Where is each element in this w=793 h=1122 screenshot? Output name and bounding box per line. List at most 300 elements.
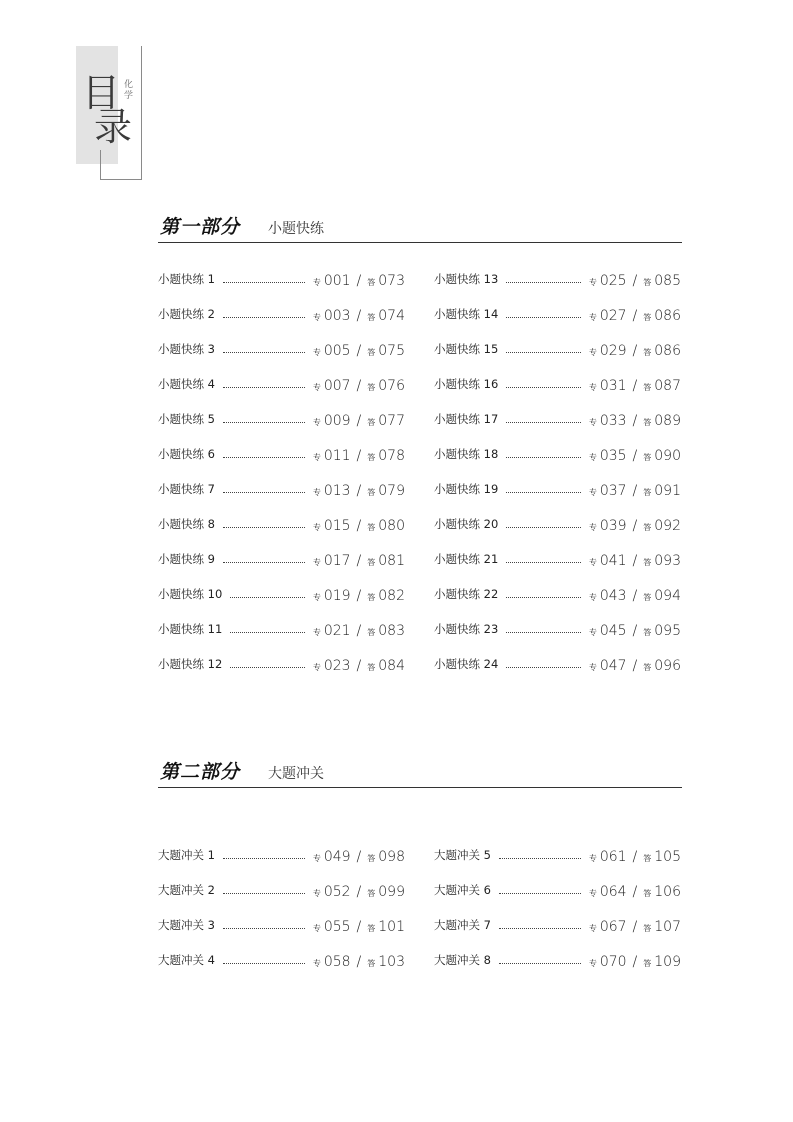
toc-entry-label: 小题快练 2 — [158, 307, 215, 321]
part1-subtitle: 小题快练 — [268, 221, 324, 237]
problem-prefix: 专 — [588, 523, 597, 532]
problem-prefix: 专 — [312, 854, 321, 863]
toc-page-numbers — [589, 658, 681, 674]
toc-leader-dots — [223, 352, 305, 353]
toc-page-numbers — [589, 308, 681, 324]
problem-prefix: 专 — [312, 889, 321, 898]
toc-entry[interactable] — [158, 304, 405, 324]
toc-entry-label: 小题快练 6 — [158, 447, 215, 461]
answer-page: 074 — [378, 308, 405, 324]
toc-page-numbers — [313, 658, 405, 674]
toc-page-numbers — [589, 343, 681, 359]
toc-entry[interactable] — [158, 880, 405, 900]
header-rule-vertical — [141, 46, 142, 180]
answer-prefix: 答 — [643, 628, 652, 637]
problem-prefix: 专 — [312, 383, 321, 392]
toc-entry[interactable] — [158, 619, 405, 639]
part1-title: 第一部分 — [160, 216, 241, 238]
problem-prefix: 专 — [588, 418, 597, 427]
toc-entry[interactable] — [434, 619, 681, 639]
problem-prefix: 专 — [312, 453, 321, 462]
toc-entry[interactable] — [434, 584, 681, 604]
problem-prefix: 专 — [312, 593, 321, 602]
toc-entry-label: 小题快练 20 — [434, 517, 499, 531]
toc-leader-dots — [223, 893, 305, 894]
toc-leader-dots — [506, 527, 581, 528]
toc-title-char-2: 录 — [94, 105, 133, 149]
page-separator: / — [356, 343, 362, 359]
toc-leader-dots — [506, 632, 581, 633]
answer-page: 090 — [654, 448, 681, 464]
page-separator: / — [356, 553, 362, 569]
toc-entry[interactable] — [158, 444, 405, 464]
answer-prefix: 答 — [367, 348, 376, 357]
problem-prefix: 专 — [312, 348, 321, 357]
answer-prefix: 答 — [643, 488, 652, 497]
toc-leader-dots — [506, 352, 581, 353]
answer-prefix: 答 — [367, 558, 376, 567]
problem-page: 019 — [323, 588, 351, 604]
problem-page: 021 — [323, 623, 351, 639]
problem-page: 052 — [323, 884, 351, 900]
page-separator: / — [632, 658, 638, 674]
toc-entry-label: 小题快练 22 — [434, 587, 499, 601]
page-separator: / — [356, 308, 362, 324]
problem-page: 031 — [599, 378, 627, 394]
toc-entry-label: 小题快练 7 — [158, 482, 215, 496]
toc-leader-dots — [499, 928, 581, 929]
problem-prefix: 专 — [588, 348, 597, 357]
answer-prefix: 答 — [367, 418, 376, 427]
problem-page: 033 — [599, 413, 627, 429]
problem-prefix: 专 — [588, 628, 597, 637]
toc-leader-dots — [223, 457, 305, 458]
toc-entry-label: 小题快练 12 — [158, 657, 223, 671]
problem-prefix: 专 — [588, 889, 597, 898]
answer-prefix: 答 — [643, 854, 652, 863]
answer-prefix: 答 — [643, 383, 652, 392]
header-rule-horizontal — [100, 179, 142, 180]
toc-page-numbers — [589, 448, 681, 464]
toc-leader-dots — [506, 597, 581, 598]
toc-entry-label: 小题快练 16 — [434, 377, 499, 391]
answer-prefix: 答 — [643, 523, 652, 532]
answer-page: 091 — [654, 483, 681, 499]
toc-leader-dots — [506, 457, 581, 458]
toc-entry-label: 大题冲关 5 — [434, 848, 491, 862]
toc-leader-dots — [223, 492, 305, 493]
toc-entry[interactable] — [158, 845, 405, 865]
toc-entry[interactable] — [434, 654, 681, 674]
header-rule-vertical-short — [100, 150, 101, 180]
answer-prefix: 答 — [367, 854, 376, 863]
answer-page: 106 — [654, 884, 681, 900]
toc-page-numbers — [589, 378, 681, 394]
toc-page-numbers — [313, 483, 405, 499]
answer-prefix: 答 — [367, 593, 376, 602]
toc-title-char-1: 目 — [82, 71, 121, 115]
problem-page: 013 — [323, 483, 351, 499]
answer-prefix: 答 — [643, 313, 652, 322]
toc-leader-dots — [223, 282, 305, 283]
toc-page-numbers — [313, 448, 405, 464]
toc-entry-label: 小题快练 24 — [434, 657, 499, 671]
toc-entry[interactable] — [434, 374, 681, 394]
answer-page: 080 — [378, 518, 405, 534]
toc-entry-label: 小题快练 17 — [434, 412, 499, 426]
problem-page: 001 — [323, 273, 351, 289]
page-separator: / — [632, 919, 638, 935]
problem-page: 003 — [323, 308, 351, 324]
problem-prefix: 专 — [588, 854, 597, 863]
toc-entry-label: 大题冲关 2 — [158, 883, 215, 897]
toc-entry[interactable] — [434, 269, 681, 289]
answer-prefix: 答 — [643, 593, 652, 602]
problem-page: 067 — [599, 919, 627, 935]
problem-page: 047 — [599, 658, 627, 674]
toc-leader-dots — [223, 422, 305, 423]
problem-prefix: 专 — [312, 558, 321, 567]
page-separator: / — [632, 588, 638, 604]
problem-page: 023 — [323, 658, 351, 674]
toc-entry-label: 大题冲关 8 — [434, 953, 491, 967]
page-separator: / — [632, 483, 638, 499]
page-separator: / — [356, 448, 362, 464]
page-separator: / — [632, 448, 638, 464]
problem-page: 035 — [599, 448, 627, 464]
toc-leader-dots — [223, 317, 305, 318]
problem-prefix: 专 — [588, 924, 597, 933]
problem-page: 005 — [323, 343, 351, 359]
toc-page-numbers — [589, 884, 681, 900]
toc-page-numbers — [589, 588, 681, 604]
toc-page-numbers — [313, 343, 405, 359]
problem-page: 041 — [599, 553, 627, 569]
answer-page: 089 — [654, 413, 681, 429]
answer-prefix: 答 — [367, 663, 376, 672]
toc-entry-label: 大题冲关 3 — [158, 918, 215, 932]
toc-page-numbers — [313, 378, 405, 394]
page-separator: / — [356, 273, 362, 289]
answer-page: 096 — [654, 658, 681, 674]
problem-page: 027 — [599, 308, 627, 324]
toc-entry[interactable] — [434, 845, 681, 865]
answer-prefix: 答 — [367, 278, 376, 287]
toc-entry[interactable] — [158, 654, 405, 674]
page-separator: / — [632, 884, 638, 900]
toc-entry-label: 小题快练 9 — [158, 552, 215, 566]
toc-entry[interactable] — [158, 915, 405, 935]
toc-entry-label: 小题快练 19 — [434, 482, 499, 496]
answer-page: 086 — [654, 343, 681, 359]
answer-prefix: 答 — [367, 924, 376, 933]
toc-page-numbers — [313, 273, 405, 289]
toc-entry[interactable] — [158, 409, 405, 429]
page-separator: / — [356, 483, 362, 499]
toc-page-numbers — [313, 518, 405, 534]
answer-page: 077 — [378, 413, 405, 429]
answer-page: 085 — [654, 273, 681, 289]
toc-entry-label: 小题快练 8 — [158, 517, 215, 531]
page-separator: / — [356, 919, 362, 935]
answer-prefix: 答 — [367, 959, 376, 968]
problem-prefix: 专 — [588, 313, 597, 322]
toc-leader-dots — [223, 858, 305, 859]
toc-leader-dots — [499, 893, 581, 894]
answer-page: 079 — [378, 483, 405, 499]
problem-page: 007 — [323, 378, 351, 394]
toc-entry-label: 小题快练 1 — [158, 272, 215, 286]
problem-page: 017 — [323, 553, 351, 569]
toc-entry[interactable] — [158, 269, 405, 289]
toc-entry-label: 小题快练 11 — [158, 622, 223, 636]
part2-subtitle: 大题冲关 — [268, 766, 324, 782]
answer-page: 095 — [654, 623, 681, 639]
answer-page: 101 — [378, 919, 405, 935]
problem-page: 049 — [323, 849, 351, 865]
toc-entry-label: 大题冲关 4 — [158, 953, 215, 967]
toc-entry-label: 大题冲关 6 — [434, 883, 491, 897]
toc-entry-label: 小题快练 3 — [158, 342, 215, 356]
problem-prefix: 专 — [588, 959, 597, 968]
page-separator: / — [632, 378, 638, 394]
toc-page-numbers — [589, 623, 681, 639]
page-separator: / — [356, 954, 362, 970]
toc-page-numbers — [589, 553, 681, 569]
page-separator: / — [632, 413, 638, 429]
toc-entry-label: 小题快练 13 — [434, 272, 499, 286]
toc-page-numbers — [589, 954, 681, 970]
answer-prefix: 答 — [643, 558, 652, 567]
answer-page: 081 — [378, 553, 405, 569]
toc-leader-dots — [506, 422, 581, 423]
toc-leader-dots — [506, 492, 581, 493]
answer-page: 082 — [378, 588, 405, 604]
problem-prefix: 专 — [588, 488, 597, 497]
answer-page: 075 — [378, 343, 405, 359]
problem-prefix: 专 — [588, 593, 597, 602]
toc-entry-label: 小题快练 18 — [434, 447, 499, 461]
toc-entry[interactable] — [158, 374, 405, 394]
problem-prefix: 专 — [588, 453, 597, 462]
toc-page-numbers — [589, 413, 681, 429]
part1-header — [158, 216, 682, 243]
answer-page: 073 — [378, 273, 405, 289]
toc-leader-dots — [223, 928, 305, 929]
problem-page: 070 — [599, 954, 627, 970]
page-separator: / — [356, 623, 362, 639]
problem-prefix: 专 — [588, 383, 597, 392]
toc-entry[interactable] — [158, 339, 405, 359]
problem-prefix: 专 — [312, 628, 321, 637]
toc-leader-dots — [506, 562, 581, 563]
problem-page: 045 — [599, 623, 627, 639]
answer-prefix: 答 — [643, 418, 652, 427]
problem-prefix: 专 — [588, 558, 597, 567]
problem-page: 029 — [599, 343, 627, 359]
toc-page-numbers — [313, 413, 405, 429]
page-separator: / — [356, 849, 362, 865]
toc-leader-dots — [230, 632, 305, 633]
answer-prefix: 答 — [367, 383, 376, 392]
answer-page: 107 — [654, 919, 681, 935]
toc-page-numbers — [313, 308, 405, 324]
toc-entry-label: 小题快练 4 — [158, 377, 215, 391]
answer-prefix: 答 — [367, 488, 376, 497]
answer-page: 076 — [378, 378, 405, 394]
toc-page-numbers — [313, 884, 405, 900]
toc-page-numbers — [589, 919, 681, 935]
page-separator: / — [356, 518, 362, 534]
toc-entry-label: 小题快练 23 — [434, 622, 499, 636]
problem-page: 055 — [323, 919, 351, 935]
toc-page-numbers — [313, 919, 405, 935]
toc-entry[interactable] — [434, 950, 681, 970]
toc-entry[interactable] — [434, 549, 681, 569]
problem-page: 009 — [323, 413, 351, 429]
problem-prefix: 专 — [312, 278, 321, 287]
toc-entry-label: 小题快练 10 — [158, 587, 223, 601]
toc-leader-dots — [506, 667, 581, 668]
toc-page-numbers — [313, 849, 405, 865]
problem-page: 039 — [599, 518, 627, 534]
toc-page-numbers — [313, 553, 405, 569]
answer-prefix: 答 — [367, 889, 376, 898]
toc-page-numbers — [589, 518, 681, 534]
page-separator: / — [632, 308, 638, 324]
toc-entry[interactable] — [158, 479, 405, 499]
problem-prefix: 专 — [312, 959, 321, 968]
problem-prefix: 专 — [312, 313, 321, 322]
toc-entry[interactable] — [158, 549, 405, 569]
toc-page-numbers — [589, 273, 681, 289]
toc-leader-dots — [223, 963, 305, 964]
toc-leader-dots — [230, 667, 305, 668]
toc-entry[interactable] — [434, 915, 681, 935]
toc-entry-label: 小题快练 21 — [434, 552, 499, 566]
page-separator: / — [632, 849, 638, 865]
problem-prefix: 专 — [312, 924, 321, 933]
problem-page: 061 — [599, 849, 627, 865]
page-separator: / — [632, 518, 638, 534]
toc-page-numbers — [313, 623, 405, 639]
page-separator: / — [356, 884, 362, 900]
answer-prefix: 答 — [643, 959, 652, 968]
toc-entry-label: 大题冲关 1 — [158, 848, 215, 862]
answer-page: 084 — [378, 658, 405, 674]
toc-leader-dots — [223, 562, 305, 563]
problem-prefix: 专 — [312, 663, 321, 672]
answer-prefix: 答 — [367, 313, 376, 322]
toc-page-numbers — [313, 588, 405, 604]
toc-entry-label: 大题冲关 7 — [434, 918, 491, 932]
toc-entry-label: 小题快练 5 — [158, 412, 215, 426]
toc-entry-label: 小题快练 15 — [434, 342, 499, 356]
problem-page: 015 — [323, 518, 351, 534]
answer-page: 093 — [654, 553, 681, 569]
problem-page: 064 — [599, 884, 627, 900]
answer-prefix: 答 — [643, 348, 652, 357]
answer-prefix: 答 — [643, 889, 652, 898]
toc-leader-dots — [499, 963, 581, 964]
page-separator: / — [632, 553, 638, 569]
answer-page: 099 — [378, 884, 405, 900]
part2-title: 第二部分 — [160, 761, 241, 783]
toc-entry[interactable] — [434, 514, 681, 534]
toc-entry[interactable] — [158, 950, 405, 970]
toc-entry[interactable] — [434, 880, 681, 900]
toc-leader-dots — [506, 387, 581, 388]
problem-page: 011 — [323, 448, 351, 464]
toc-entry[interactable] — [434, 304, 681, 324]
problem-prefix: 专 — [312, 523, 321, 532]
toc-entry[interactable] — [158, 584, 405, 604]
answer-page: 087 — [654, 378, 681, 394]
toc-leader-dots — [223, 527, 305, 528]
toc-entry[interactable] — [434, 339, 681, 359]
problem-prefix: 专 — [588, 278, 597, 287]
page-separator: / — [356, 378, 362, 394]
answer-page: 083 — [378, 623, 405, 639]
page-separator: / — [632, 954, 638, 970]
page-separator: / — [632, 273, 638, 289]
toc-entry[interactable] — [158, 514, 405, 534]
toc-entry[interactable] — [434, 479, 681, 499]
toc-leader-dots — [506, 317, 581, 318]
problem-page: 037 — [599, 483, 627, 499]
answer-page: 098 — [378, 849, 405, 865]
answer-prefix: 答 — [367, 628, 376, 637]
page-separator: / — [356, 588, 362, 604]
toc-entry[interactable] — [434, 409, 681, 429]
answer-prefix: 答 — [643, 453, 652, 462]
answer-page: 092 — [654, 518, 681, 534]
answer-prefix: 答 — [643, 278, 652, 287]
toc-leader-dots — [506, 282, 581, 283]
problem-page: 043 — [599, 588, 627, 604]
problem-prefix: 专 — [312, 418, 321, 427]
toc-page-numbers — [589, 483, 681, 499]
page-separator: / — [356, 658, 362, 674]
problem-page: 058 — [323, 954, 351, 970]
problem-page: 025 — [599, 273, 627, 289]
problem-prefix: 专 — [312, 488, 321, 497]
toc-page-numbers — [589, 849, 681, 865]
toc-entry[interactable] — [434, 444, 681, 464]
toc-leader-dots — [230, 597, 305, 598]
toc-leader-dots — [223, 387, 305, 388]
answer-page: 078 — [378, 448, 405, 464]
page-separator: / — [356, 413, 362, 429]
answer-prefix: 答 — [367, 523, 376, 532]
answer-page: 103 — [378, 954, 405, 970]
toc-leader-dots — [499, 858, 581, 859]
answer-prefix: 答 — [643, 924, 652, 933]
answer-page: 086 — [654, 308, 681, 324]
page-separator: / — [632, 623, 638, 639]
subject-label: 化学 — [124, 80, 134, 101]
toc-entry-label: 小题快练 14 — [434, 307, 499, 321]
answer-page: 109 — [654, 954, 681, 970]
part2-header — [158, 761, 682, 788]
page-separator: / — [632, 343, 638, 359]
answer-page: 094 — [654, 588, 681, 604]
answer-page: 105 — [654, 849, 681, 865]
toc-page-numbers — [313, 954, 405, 970]
problem-prefix: 专 — [588, 663, 597, 672]
answer-prefix: 答 — [367, 453, 376, 462]
answer-prefix: 答 — [643, 663, 652, 672]
